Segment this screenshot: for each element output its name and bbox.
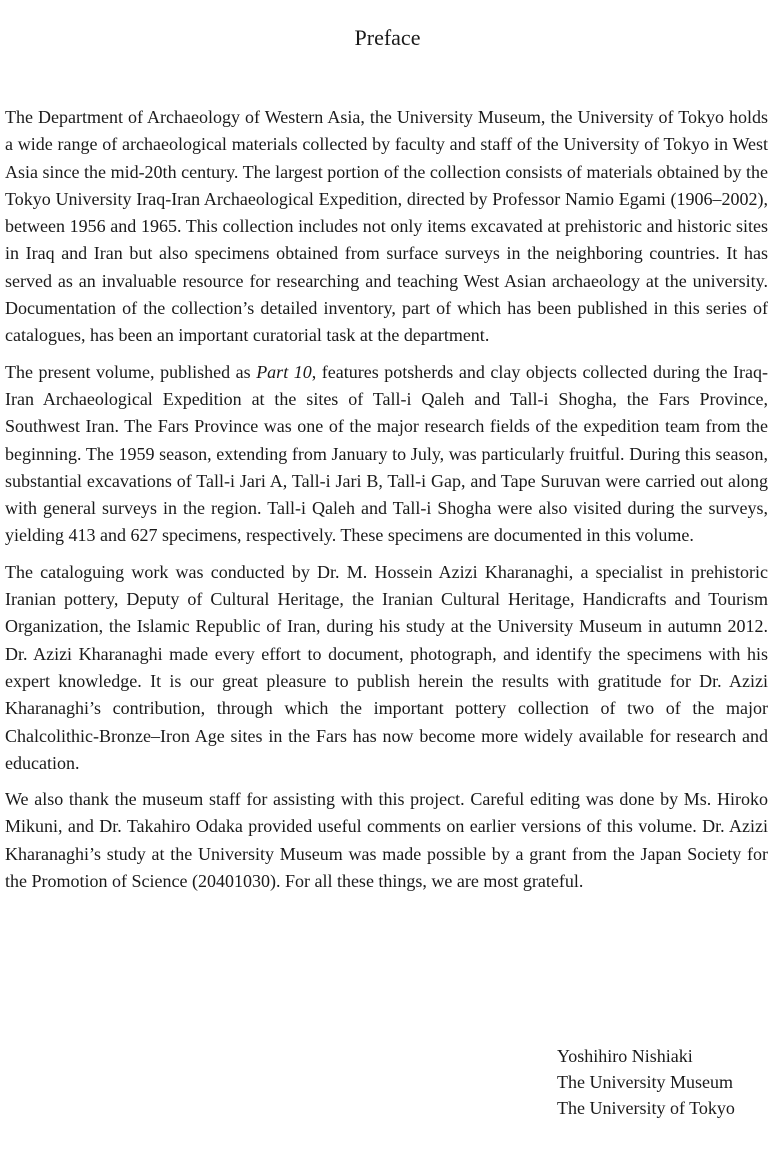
paragraph-cataloguing-work: The cataloguing work was conducted by Dr. M. Hossein Azizi Kharanaghi, a specialist in prehistoric Iranian pottery, Deputy of Cultural Heritage, the Iranian Cultural Heritage, Handicrafts and Tourism Organization, the Islamic Republic of Iran, during his study at the University Museum in autumn 2012. Dr. Azizi Kharanaghi made every effort to document, photograph, and identify the specimens with his expert knowledge. It is our great pleasure to publish herein the results with gratitude for Dr. Azizi Kharanaghi’s contribution, through which the important pottery collection of two of the major Chalcolithic-Bronze–Iron Age sites in the Fars has now become more widely available for research and education. bbox=[5, 561, 768, 773]
signature-name: Yoshihiro Nishiaki bbox=[557, 1046, 693, 1066]
page-title: Preface bbox=[354, 25, 421, 50]
paragraph-collection-overview: The Department of Archaeology of Western Asia, the University Museum, the University of Tokyo holds a wide range of archaeological materials collected by faculty and staff of the University of Tokyo in West Asia since the mid-20th century. The largest portion of the collection consists of materials obtained by the Tokyo University Iraq-Iran Archaeological Expedition, directed by Professor Namio Egami (1906–2002), between 1956 and 1965. This collection includes not only items excavated at prehistoric and historic sites in Iraq and Iran but also specimens obtained from surface surveys in the neighboring countries. It has served as an invaluable resource for researching and teaching West Asian archaeology at the university. Documentation of the collection’s detailed inventory, part of which has been published in this series of catalogues, has been an important curatorial task at the department. bbox=[5, 107, 768, 346]
signature-institution: The University of Tokyo bbox=[557, 1098, 735, 1118]
paragraph-text: , features potsherds and clay objects collected during the Iraq-Iran Archaeological Expedition at the sites of Tall-i Qaleh and Tall-i Shogha, the Fars Province, Southwest Iran. The Fars Province was one of the major research fields of the expedition team from the beginning. The 1959 season, extending from January to July, was particularly fruitful. During this season, substantial excavations of Tall-i Jari A, Tall-i Jari B, Tall-i Gap, and Tape Suruvan were carried out along with general surveys in the region. Tall-i Qaleh and Tall-i Shogha were also visited during the surveys, yielding 413 and 627 specimens, respectively. These specimens are documented in this volume. bbox=[5, 361, 768, 546]
paragraph-acknowledgements: We also thank the museum staff for assisting with this project. Careful editing was done by Ms. Hiroko Mikuni, and Dr. Takahiro Odaka provided useful comments on earlier versions of this volume. Dr. Azizi Kharanaghi’s study at the University Museum was made possible by a grant from the Japan Society for the Promotion of Science (20401030). For all these things, we are most grateful. bbox=[5, 789, 768, 892]
signature-block bbox=[557, 1043, 735, 1121]
preface-body bbox=[5, 104, 768, 904]
paragraph-present-volume bbox=[5, 359, 768, 550]
signature-affiliation: The University Museum bbox=[557, 1072, 733, 1092]
paragraph-text: The present volume, published as bbox=[5, 361, 257, 382]
volume-part-title: Part 10 bbox=[256, 361, 312, 382]
